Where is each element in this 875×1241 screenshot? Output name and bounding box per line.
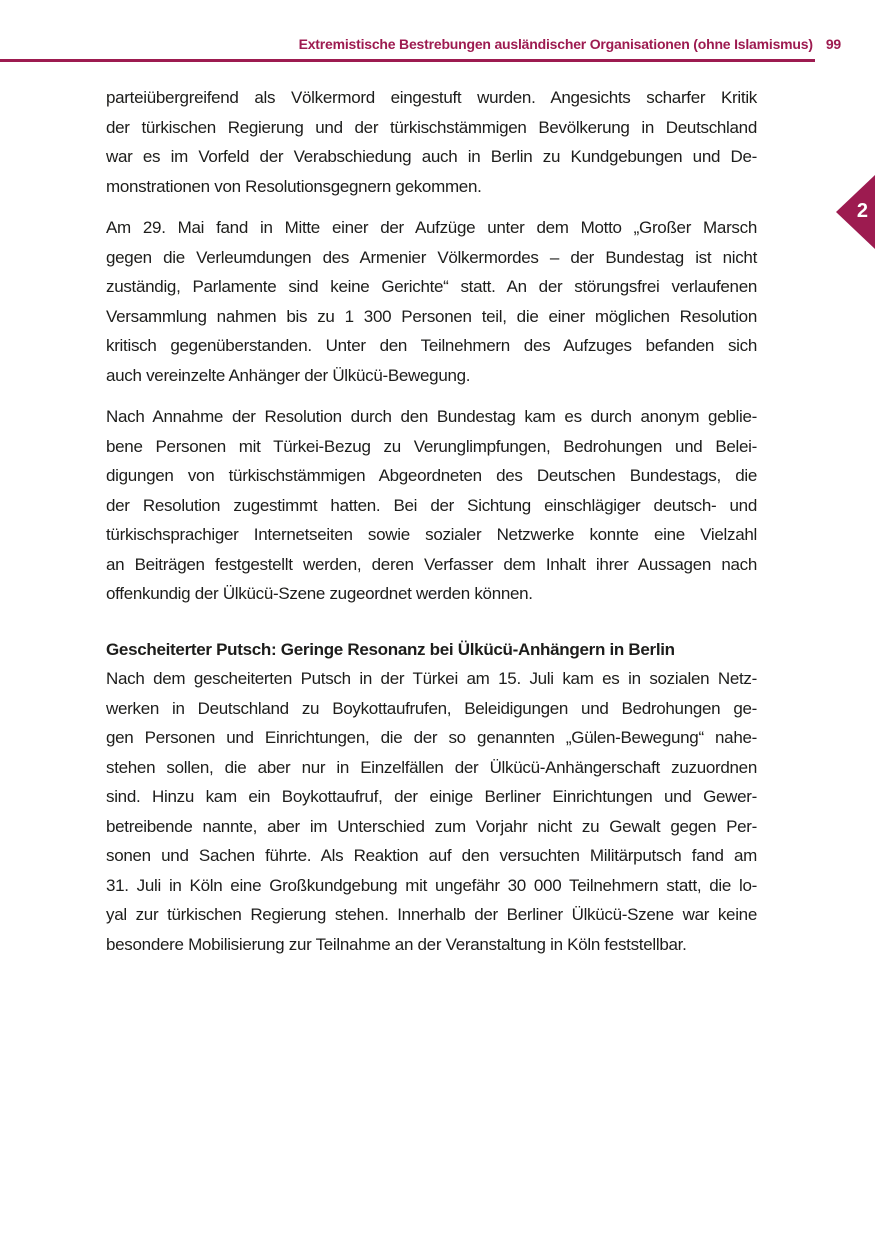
text-line: monstrationen von Resolutionsgegnern gekommen. (106, 176, 482, 196)
text-line: digungen von türkischstämmigen Abgeordneten des Deutschen Bundestags, die (106, 466, 757, 485)
text-line: war es im Vorfeld der Verabschiedung auch in Berlin zu Kundgebungen und De- (106, 147, 757, 166)
page-number: 99 (825, 36, 841, 52)
text-line: Am 29. Mai fand in Mitte einer der Aufzüge unter dem Motto „Großer Marsch (106, 218, 757, 237)
text-line: zuständig, Parlamente sind keine Gerichte“ statt. An der störungsfrei verlaufenen (106, 277, 757, 296)
text-line: yal zur türkischen Regierung stehen. Innerhalb der Berliner Ülkücü-Szene war keine (106, 905, 757, 924)
text-line: türkischsprachiger Internetseiten sowie sozialer Netzwerke konnte eine Vielzahl (106, 525, 757, 544)
text-line: betreibende nannte, aber im Unterschied zum Vorjahr nicht zu Gewalt gegen Per- (106, 816, 757, 836)
text-line: gegen die Verleumdungen des Armenier Völkermordes – der Bundestag ist nicht (106, 247, 757, 267)
text-line: werken in Deutschland zu Boykottaufrufen, Beleidigungen und Bedrohungen ge- (106, 698, 757, 718)
text-line: offenkundig der Ülkücü-Szene zugeordnet werden können. (106, 584, 533, 603)
text-line: parteiübergreifend als Völkermord eingestuft wurden. Angesichts scharfer Kritik (106, 88, 757, 107)
running-header-title: Extremistische Bestrebungen ausländischer Organisationen (ohne Islamismus) (298, 36, 813, 52)
header-rule (0, 59, 815, 62)
section-heading: Gescheiterter Putsch: Geringe Resonanz bei Ülkücü-Anhängern in Berlin (106, 639, 675, 659)
text-line: stehen sollen, die aber nur in Einzelfällen der Ülkücü-Anhängerschaft zuzuordnen (106, 757, 757, 777)
chapter-tab (836, 175, 875, 249)
text-line: Nach dem gescheiterten Putsch in der Türkei am 15. Juli kam es in sozialen Netz- (106, 669, 757, 688)
text-line: gen Personen und Einrichtungen, die der so genannten „Gülen-Bewegung“ nahe- (106, 728, 757, 747)
text-line: bene Personen mit Türkei-Bezug zu Verunglimpfungen, Bedrohungen und Belei- (106, 436, 757, 456)
page-body-text (106, 83, 757, 971)
text-line: der Resolution zugestimmt hatten. Bei der Sichtung einschlägiger deutsch- und (106, 495, 757, 515)
paragraph (106, 83, 757, 201)
text-line: besondere Mobilisierung zur Teilnahme an der Veranstaltung in Köln feststellbar. (106, 934, 687, 954)
text-line: sonen und Sachen führte. Als Reaktion auf den versuchten Militärputsch fand am (106, 846, 757, 865)
text-line: der türkischen Regierung und der türkischstämmigen Bevölkerung in Deutschland (106, 117, 757, 137)
text-line: 31. Juli in Köln eine Großkundgebung mit ungefähr 30 000 Teilnehmern statt, die lo- (106, 875, 757, 895)
text-line: sind. Hinzu kam ein Boykottaufruf, der einige Berliner Einrichtungen und Gewer- (106, 787, 757, 806)
chapter-number: 2 (856, 200, 868, 223)
text-line: an Beiträgen festgestellt werden, deren Verfasser dem Inhalt ihrer Aussagen nach (106, 554, 757, 574)
running-header (0, 36, 841, 52)
text-line: Versammlung nahmen bis zu 1 300 Personen teil, die einer möglichen Resolution (106, 306, 757, 326)
text-line: kritisch gegenüberstanden. Unter den Teilnehmern des Aufzuges befanden sich (106, 336, 757, 355)
paragraph (106, 664, 757, 959)
paragraph (106, 213, 757, 390)
chapter-tab-triangle-icon (836, 175, 875, 249)
paragraph (106, 402, 757, 609)
text-line: auch vereinzelte Anhänger der Ülkücü-Bewegung. (106, 365, 471, 385)
text-line: Nach Annahme der Resolution durch den Bundestag kam es durch anonym geblie- (106, 407, 757, 426)
